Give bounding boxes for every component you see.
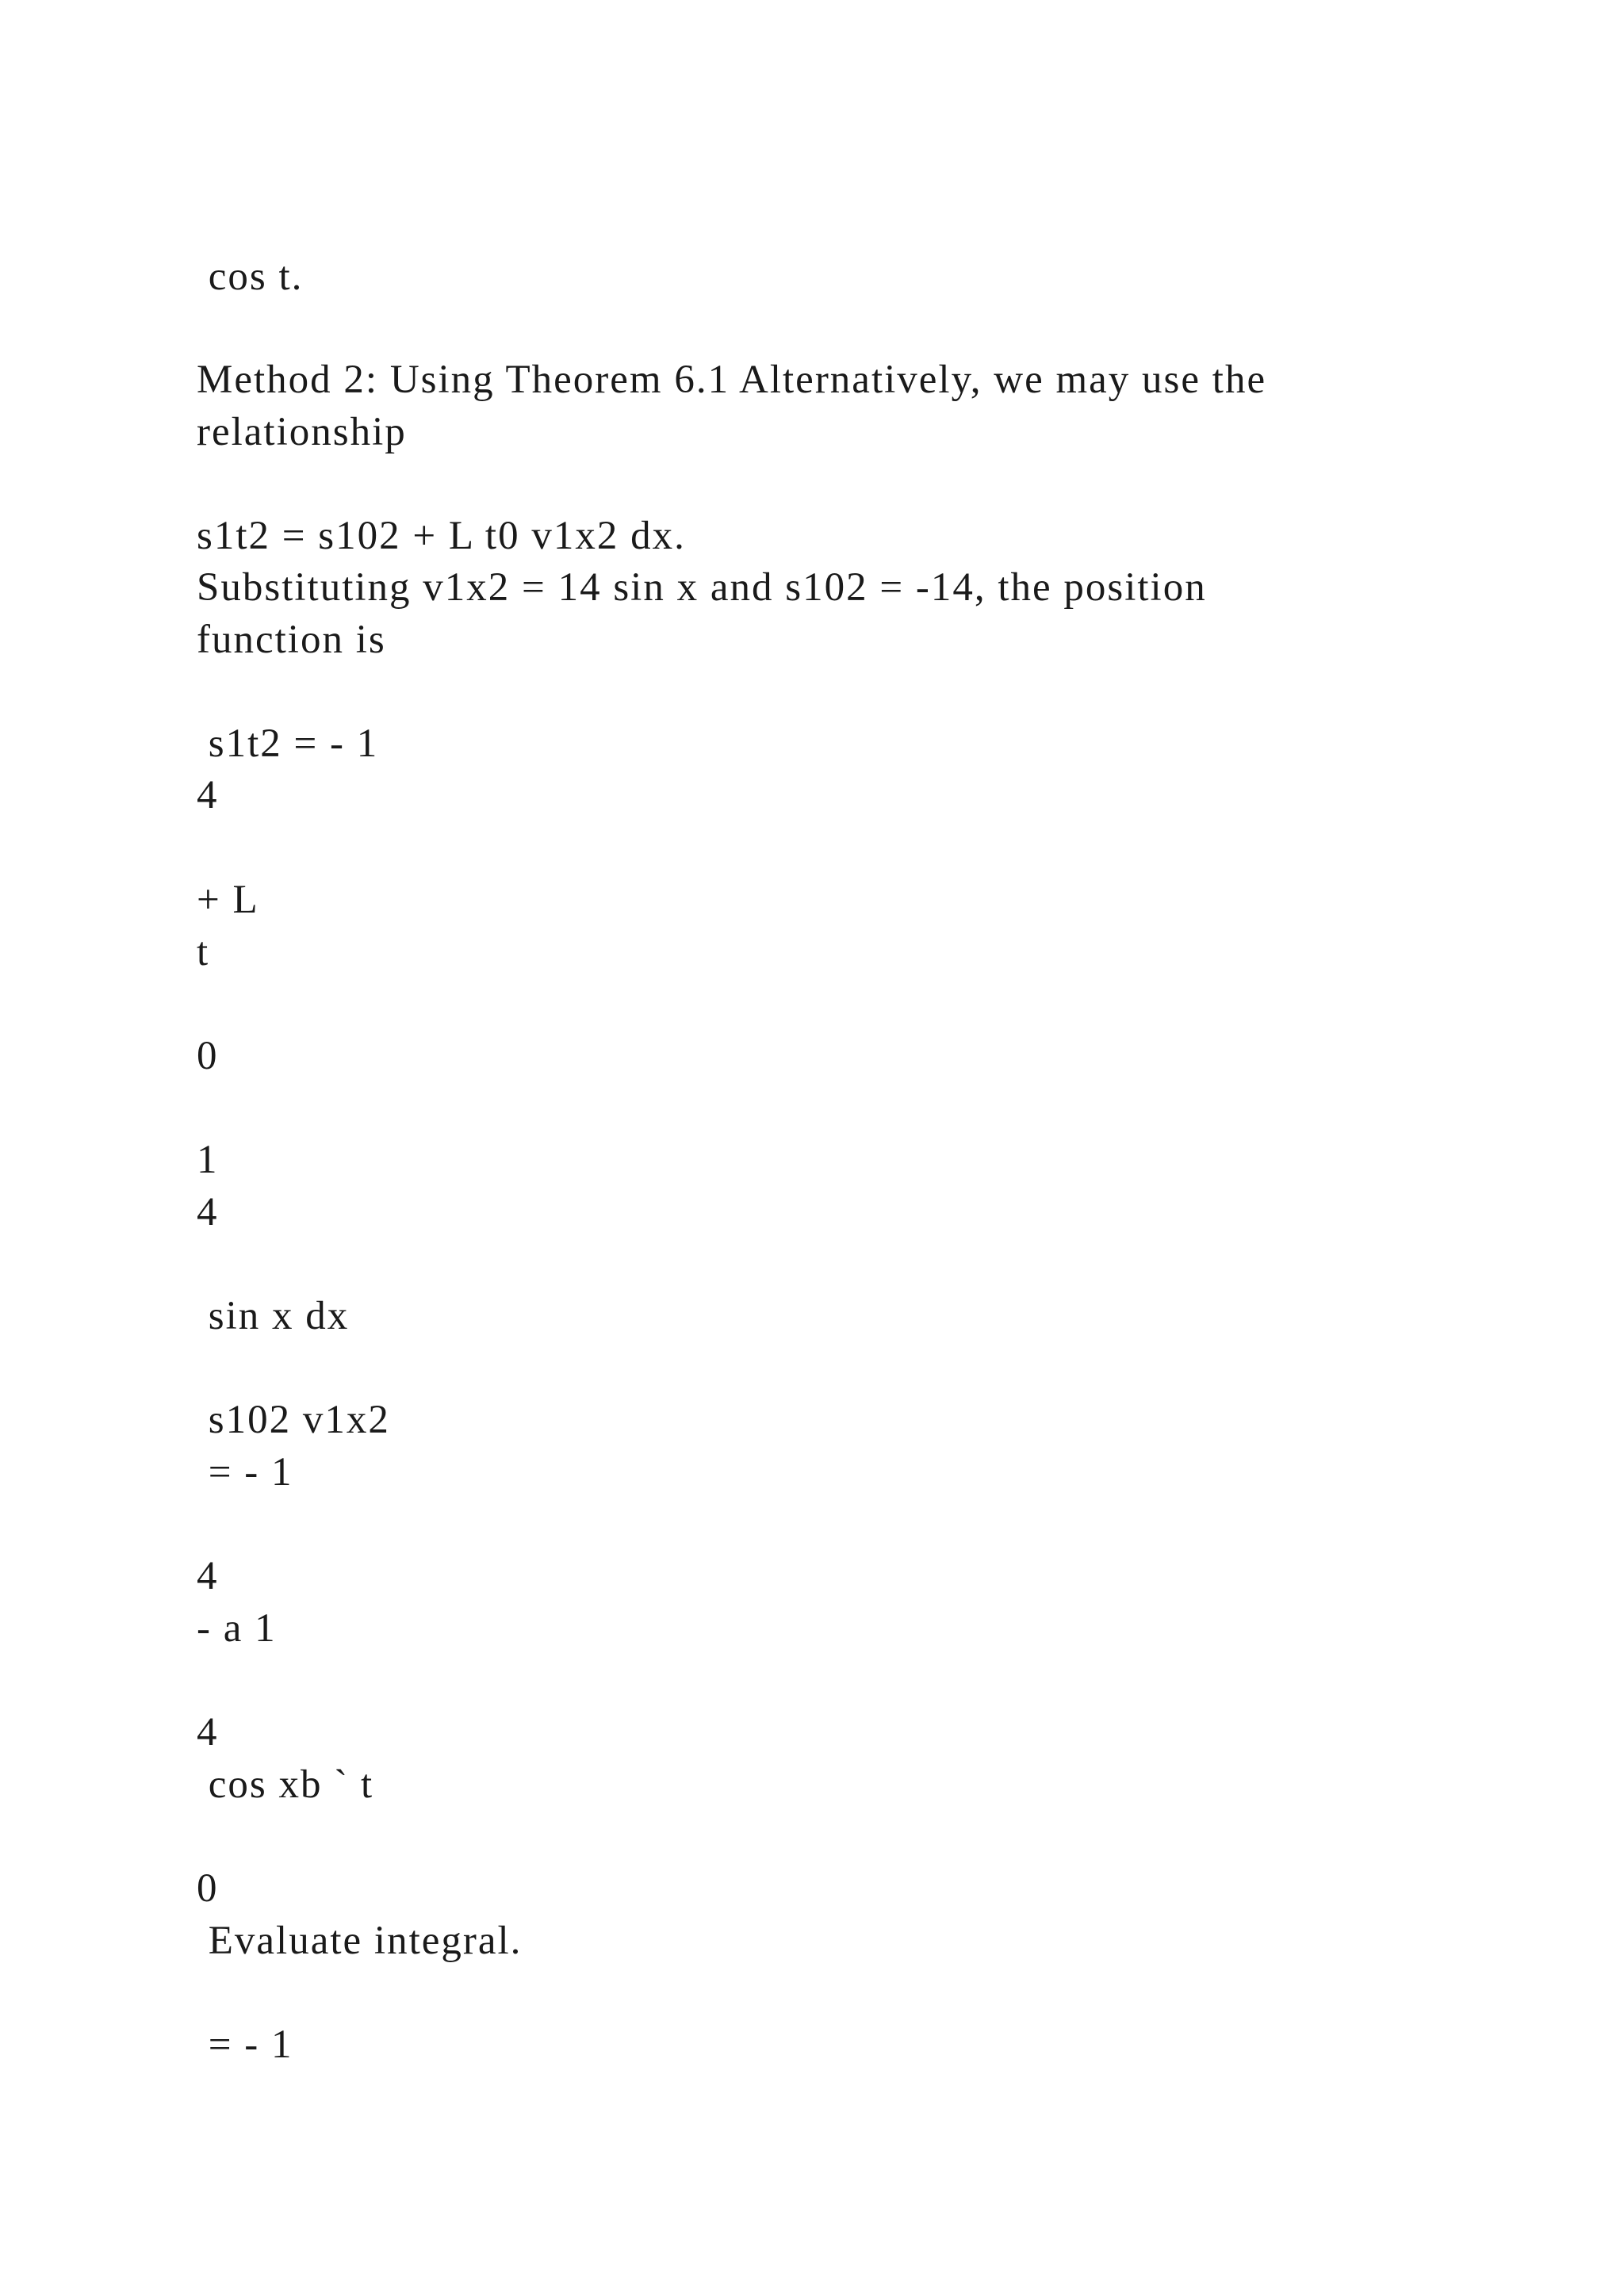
text-line: 4	[197, 1554, 219, 1598]
text-line: 4	[197, 1710, 219, 1755]
text-line: + L	[197, 878, 259, 922]
text-line: = - 1	[197, 2022, 293, 2067]
text-line: Substituting v1x2 = 14 sin x and s102 = -14, the position	[197, 565, 1207, 610]
text-line: 0	[197, 1034, 219, 1078]
text-line: relationship	[197, 410, 407, 454]
text-line: 4	[197, 773, 219, 817]
text-line: cos xb ` t	[197, 1762, 374, 1807]
text-line: 4	[197, 1190, 219, 1234]
text-line: = - 1	[197, 1450, 293, 1494]
text-line: 0	[197, 1866, 219, 1911]
text-line: s1t2 = s102 + L t0 v1x2 dx.	[197, 514, 686, 558]
text-line: function is	[197, 618, 386, 662]
text-line: Evaluate integral.	[197, 1919, 523, 1963]
text-line: cos t.	[197, 254, 304, 299]
text-line: 1	[197, 1138, 219, 1182]
text-line: s102 v1x2	[197, 1398, 390, 1442]
text-line: t	[197, 930, 210, 974]
text-line: sin x dx	[197, 1294, 350, 1338]
text-line: Method 2: Using Theorem 6.1 Alternatively, we may use the	[197, 358, 1267, 402]
text-line: s1t2 = - 1	[197, 721, 379, 766]
text-line: - a 1	[197, 1606, 277, 1651]
